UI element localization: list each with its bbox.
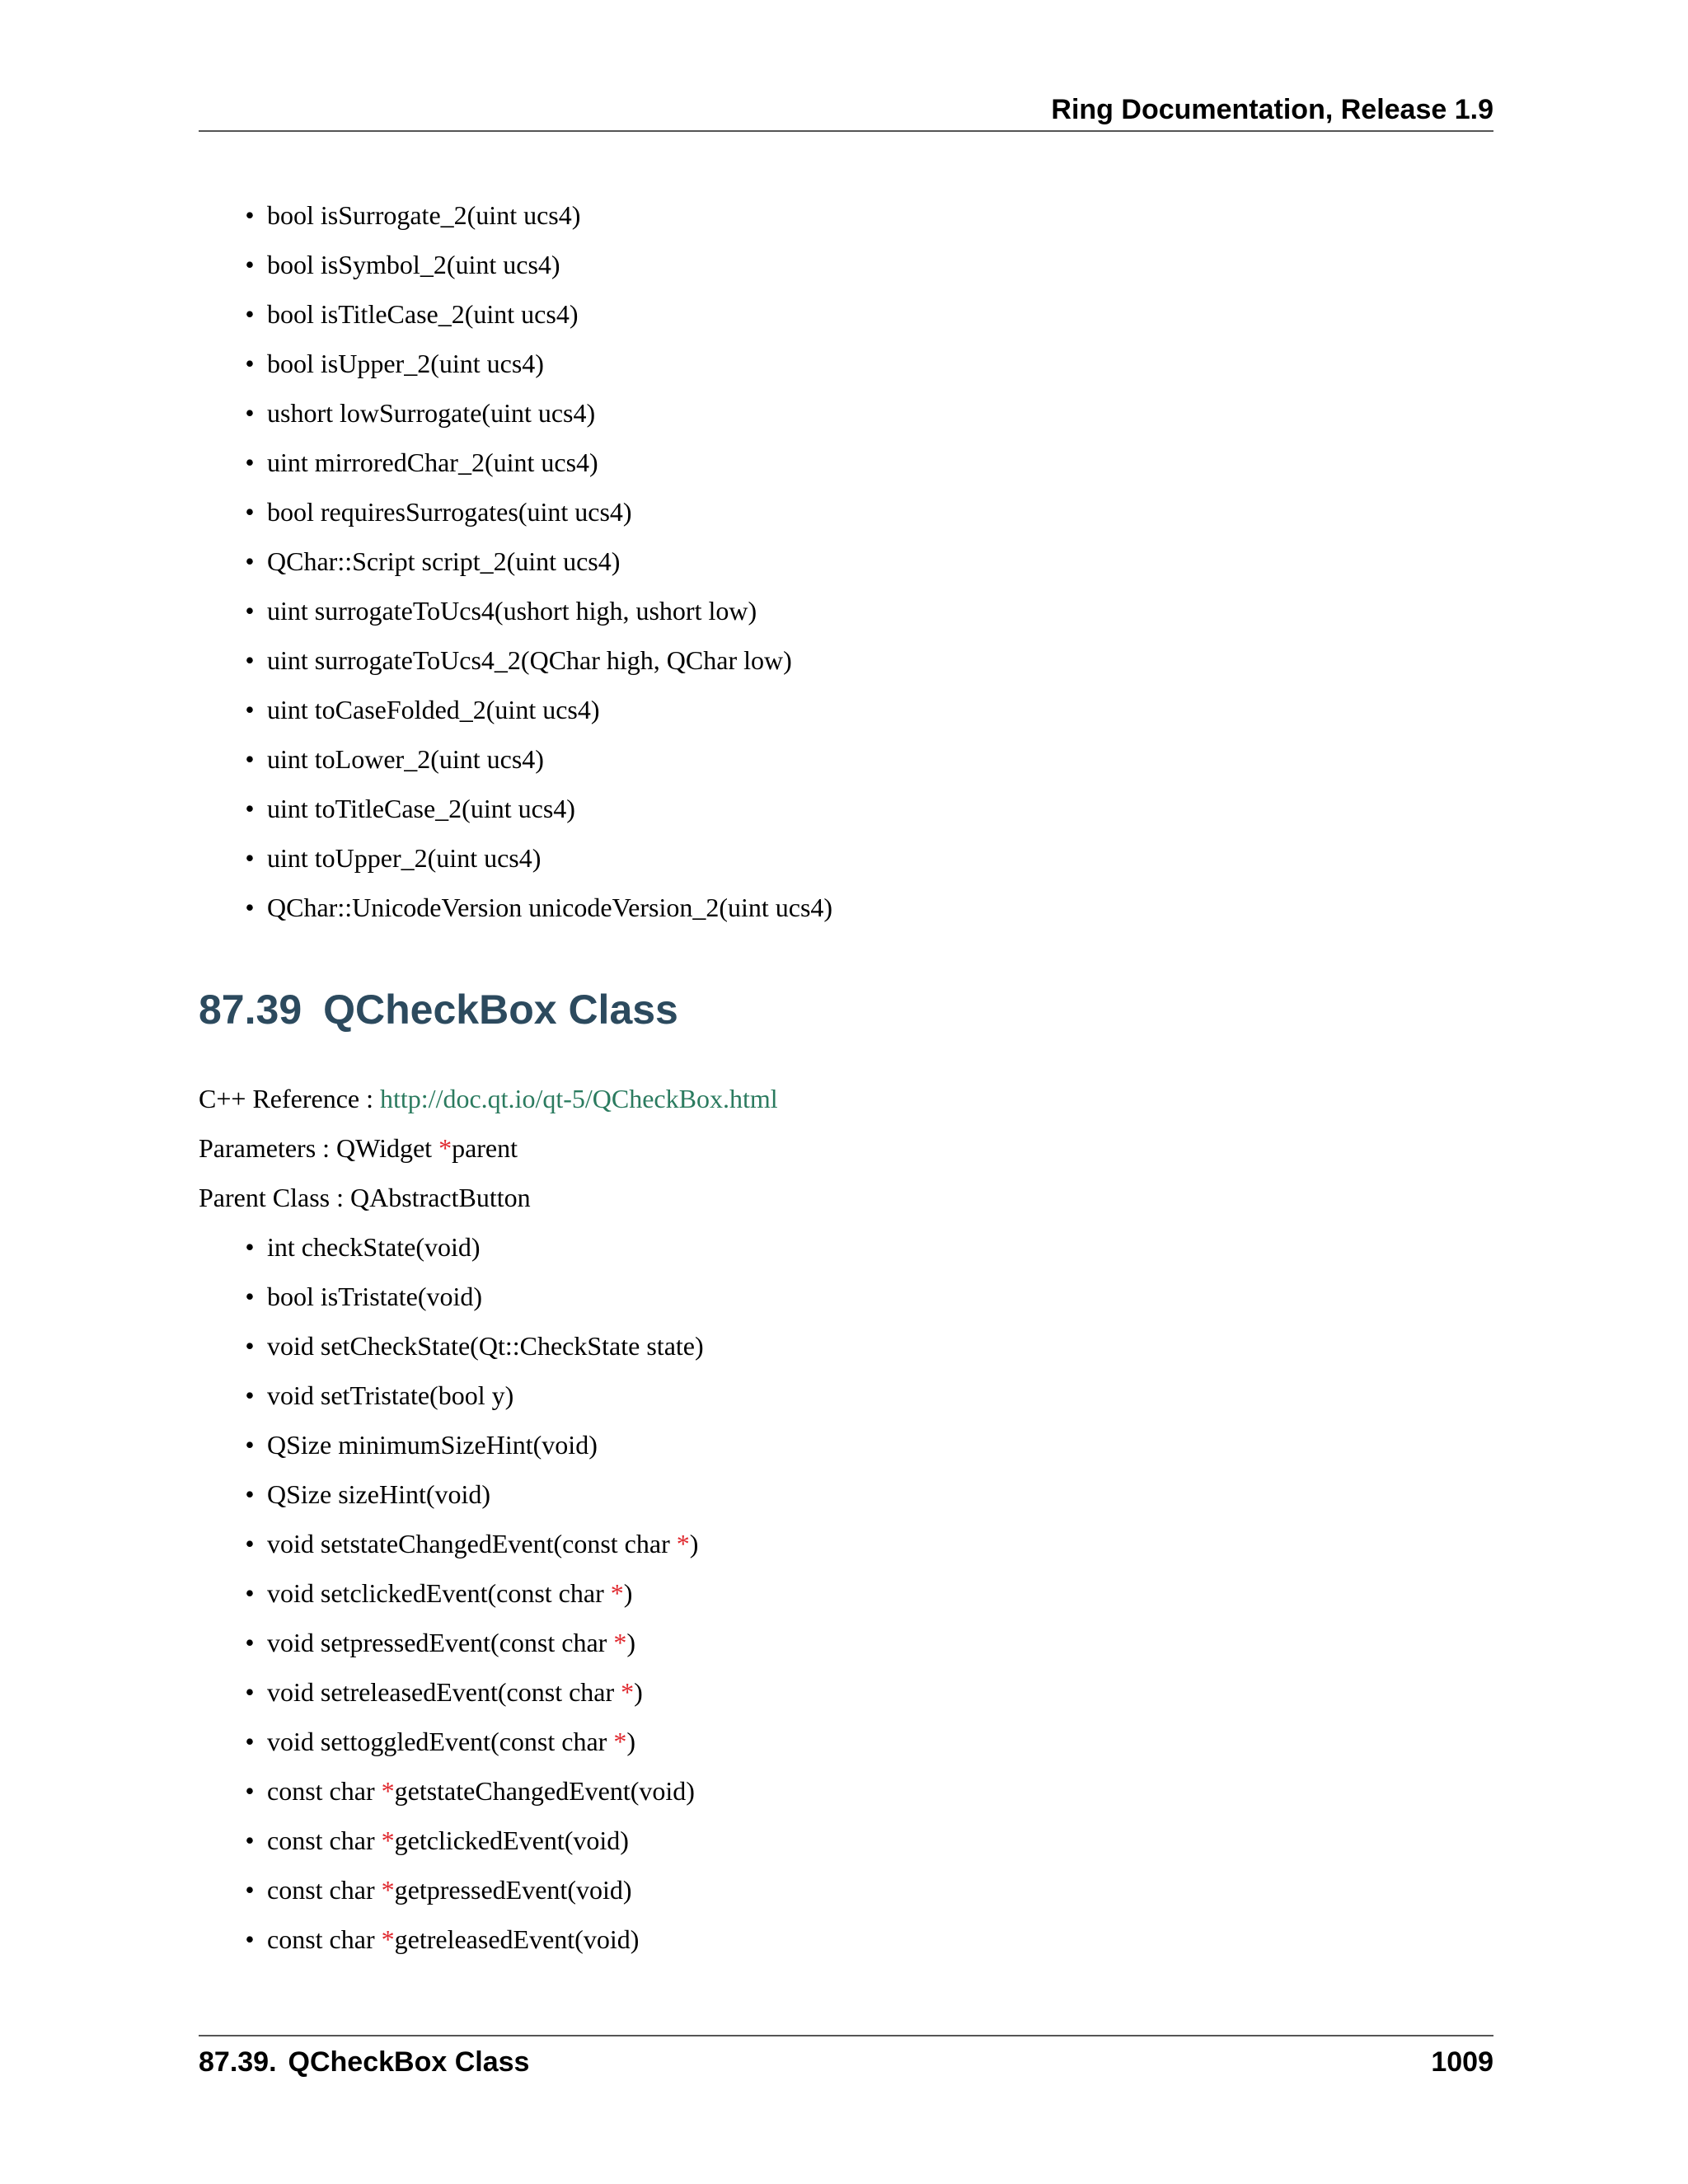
bullet-icon: • — [245, 1380, 255, 1410]
running-header-title: Ring Documentation, Release 1.9 — [1051, 94, 1493, 125]
list-item: • bool isTitleCase_2(uint ucs4) — [267, 298, 578, 347]
list-item: • uint toCaseFolded_2(uint ucs4) — [267, 693, 600, 743]
list-item: • QSize minimumSizeHint(void) — [267, 1428, 598, 1478]
list-item: • void setreleasedEvent(const char *) — [267, 1675, 643, 1725]
bullet-icon: • — [245, 200, 255, 230]
list-item: • const char *getpressedEvent(void) — [267, 1873, 632, 1923]
list-item: • const char *getreleasedEvent(void) — [267, 1923, 639, 1972]
list-item: • uint toUpper_2(uint ucs4) — [267, 841, 541, 891]
parent-class: Parent Class : QAbstractButton — [199, 1183, 531, 1212]
section-number: 87.39 — [199, 987, 302, 1033]
bullet-icon: • — [245, 596, 255, 626]
bullet-icon: • — [245, 794, 255, 823]
list-item: • QChar::UnicodeVersion unicodeVersion_2(uint ucs4) — [267, 891, 832, 940]
footer-section-title: QCheckBox Class — [288, 2046, 530, 2078]
bullet-icon: • — [245, 1875, 255, 1905]
pointer-star: * — [438, 1133, 452, 1163]
list-item: • bool isSymbol_2(uint ucs4) — [267, 248, 560, 298]
bullet-icon: • — [245, 1578, 255, 1608]
bullet-icon: • — [245, 1232, 255, 1262]
footer-rule — [199, 2035, 1493, 2036]
list-item: • bool isTristate(void) — [267, 1280, 482, 1329]
bullet-icon: • — [245, 1529, 255, 1558]
list-item: • void setstateChangedEvent(const char *) — [267, 1527, 698, 1577]
page-number: 1009 — [1431, 2046, 1493, 2078]
bullet-icon: • — [245, 1727, 255, 1756]
bullet-icon: • — [245, 645, 255, 675]
bullet-icon: • — [245, 497, 255, 527]
bullet-icon: • — [245, 1677, 255, 1707]
cpp-reference — [199, 1082, 778, 1115]
bullet-icon: • — [245, 893, 255, 922]
bullet-icon: • — [245, 744, 255, 774]
bullet-icon: • — [245, 1479, 255, 1509]
bullet-icon: • — [245, 1282, 255, 1311]
bullet-icon: • — [245, 1628, 255, 1657]
list-item: • bool isUpper_2(uint ucs4) — [267, 347, 544, 396]
bullet-icon: • — [245, 1825, 255, 1855]
list-item: • uint toTitleCase_2(uint ucs4) — [267, 792, 575, 841]
bullet-icon: • — [245, 695, 255, 724]
bullet-icon: • — [245, 299, 255, 329]
list-item: • void setclickedEvent(const char *) — [267, 1577, 632, 1626]
bullet-icon: • — [245, 546, 255, 576]
list-item: • uint toLower_2(uint ucs4) — [267, 743, 544, 792]
list-item: • uint surrogateToUcs4(ushort high, ushort low) — [267, 594, 757, 644]
list-item: • const char *getstateChangedEvent(void) — [267, 1774, 695, 1824]
header-rule — [199, 130, 1493, 132]
section-heading — [199, 985, 678, 1034]
bullet-icon: • — [245, 398, 255, 428]
list-item: • void setpressedEvent(const char *) — [267, 1626, 635, 1675]
section-title: QCheckBox Class — [323, 987, 678, 1033]
list-item: • uint surrogateToUcs4_2(QChar high, QChar low) — [267, 644, 792, 693]
bullet-icon: • — [245, 250, 255, 279]
list-item: • ushort lowSurrogate(uint ucs4) — [267, 396, 595, 446]
list-item: • QChar::Script script_2(uint ucs4) — [267, 545, 620, 594]
footer-section-number: 87.39. — [199, 2046, 277, 2078]
footer-section — [199, 2046, 529, 2079]
bullet-icon: • — [245, 349, 255, 378]
reference-link[interactable]: http://doc.qt.io/qt-5/QCheckBox.html — [380, 1084, 778, 1113]
list-item: • void setCheckState(Qt::CheckState state) — [267, 1329, 704, 1379]
reference-label: C++ Reference : — [199, 1084, 380, 1113]
list-item: • const char *getclickedEvent(void) — [267, 1824, 629, 1873]
bullet-icon: • — [245, 843, 255, 873]
bullet-icon: • — [245, 1331, 255, 1361]
list-item: • uint mirroredChar_2(uint ucs4) — [267, 446, 598, 495]
list-item: • bool requiresSurrogates(uint ucs4) — [267, 495, 632, 545]
list-item: • int checkState(void) — [267, 1230, 481, 1280]
bullet-icon: • — [245, 1430, 255, 1460]
parameters: Parameters : QWidget *parent — [199, 1133, 518, 1163]
bullet-icon: • — [245, 1776, 255, 1806]
bullet-icon: • — [245, 448, 255, 477]
list-item: • void settoggledEvent(const char *) — [267, 1725, 635, 1774]
list-item: • void setTristate(bool y) — [267, 1379, 513, 1428]
bullet-icon: • — [245, 1924, 255, 1954]
list-item: • bool isSurrogate_2(uint ucs4) — [267, 199, 580, 248]
list-item: • QSize sizeHint(void) — [267, 1478, 490, 1527]
